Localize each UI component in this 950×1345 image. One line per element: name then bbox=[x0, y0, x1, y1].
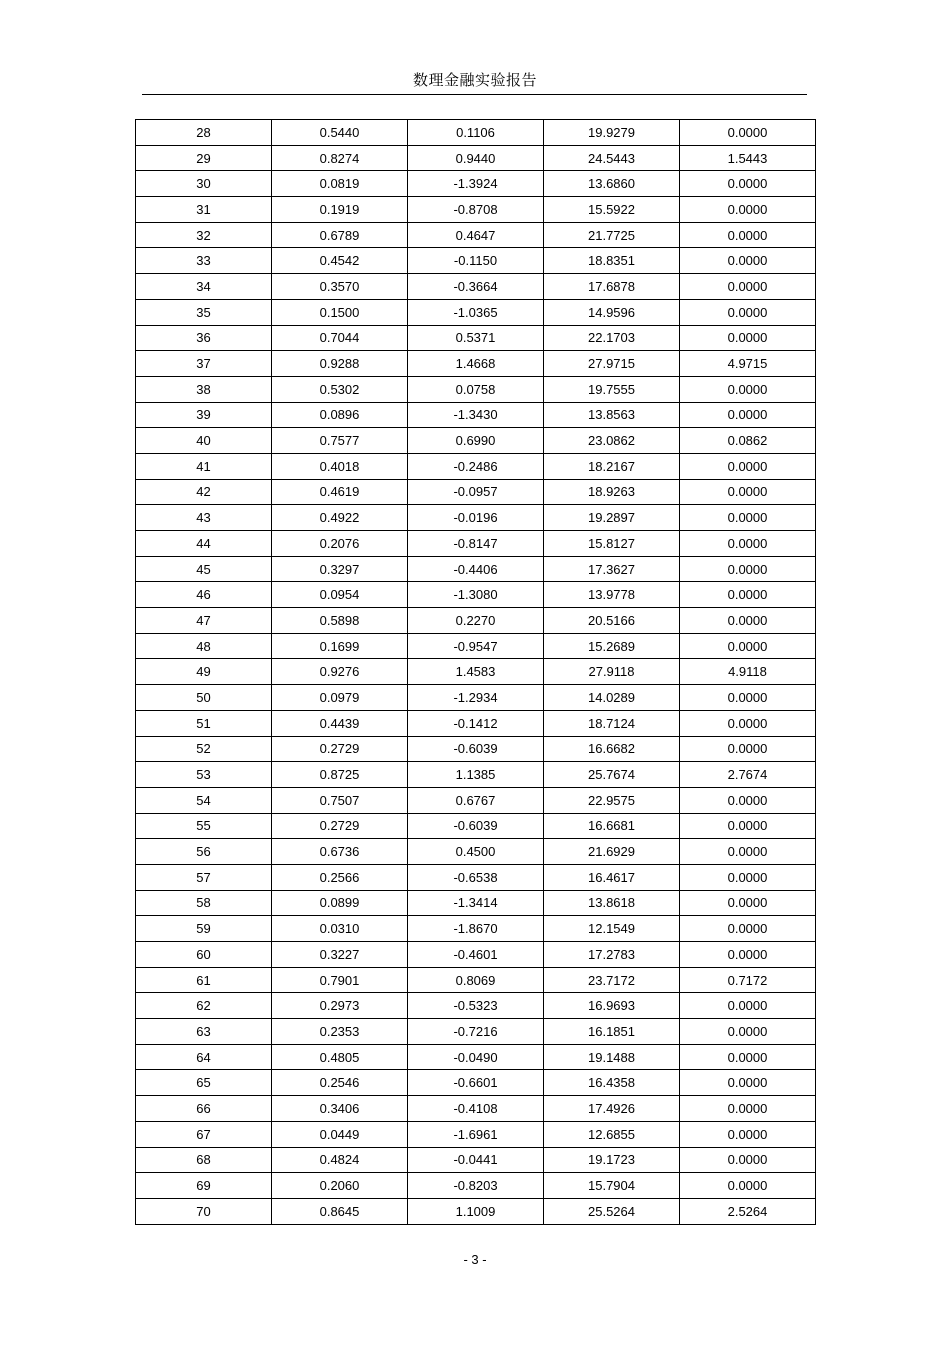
table-cell: 0.1106 bbox=[408, 120, 544, 146]
table-cell: -0.0196 bbox=[408, 505, 544, 531]
table-row bbox=[136, 145, 816, 171]
table-row bbox=[136, 171, 816, 197]
table-cell: 28 bbox=[136, 120, 272, 146]
table-cell: 0.2973 bbox=[272, 993, 408, 1019]
table-cell: 67 bbox=[136, 1121, 272, 1147]
table-cell: 0.0000 bbox=[680, 787, 816, 813]
table-cell: -0.4108 bbox=[408, 1096, 544, 1122]
table-cell: 0.0310 bbox=[272, 916, 408, 942]
table-cell: 2.5264 bbox=[680, 1198, 816, 1224]
table-cell: -0.8203 bbox=[408, 1173, 544, 1199]
table-cell: 31 bbox=[136, 197, 272, 223]
table-cell: 0.0000 bbox=[680, 1121, 816, 1147]
table-cell: 0.0000 bbox=[680, 453, 816, 479]
table-row bbox=[136, 993, 816, 1019]
table-cell: 18.8351 bbox=[544, 248, 680, 274]
table-cell: 30 bbox=[136, 171, 272, 197]
table-row bbox=[136, 274, 816, 300]
table-cell: 0.4439 bbox=[272, 710, 408, 736]
table-cell: 0.0000 bbox=[680, 633, 816, 659]
table-row bbox=[136, 608, 816, 634]
table-cell: 19.9279 bbox=[544, 120, 680, 146]
table-cell: 62 bbox=[136, 993, 272, 1019]
table-cell: 0.5440 bbox=[272, 120, 408, 146]
table-cell: 4.9118 bbox=[680, 659, 816, 685]
table-cell: 64 bbox=[136, 1044, 272, 1070]
table-cell: 19.2897 bbox=[544, 505, 680, 531]
table-cell: 0.5302 bbox=[272, 376, 408, 402]
table-row bbox=[136, 428, 816, 454]
table-cell: 0.0000 bbox=[680, 325, 816, 351]
table-cell: 61 bbox=[136, 967, 272, 993]
table-cell: 0.8274 bbox=[272, 145, 408, 171]
data-table bbox=[135, 119, 816, 1225]
table-cell: -0.8708 bbox=[408, 197, 544, 223]
table-cell: -1.3414 bbox=[408, 890, 544, 916]
table-cell: 57 bbox=[136, 864, 272, 890]
table-cell: 50 bbox=[136, 685, 272, 711]
table-row bbox=[136, 685, 816, 711]
table-cell: 0.7172 bbox=[680, 967, 816, 993]
table-row bbox=[136, 839, 816, 865]
table-row bbox=[136, 633, 816, 659]
table-row bbox=[136, 1070, 816, 1096]
table-row bbox=[136, 299, 816, 325]
table-cell: 0.0000 bbox=[680, 839, 816, 865]
table-cell: 15.7904 bbox=[544, 1173, 680, 1199]
table-cell: 0.0000 bbox=[680, 1173, 816, 1199]
table-cell: -0.0490 bbox=[408, 1044, 544, 1070]
table-cell: -1.0365 bbox=[408, 299, 544, 325]
table-row bbox=[136, 1198, 816, 1224]
table-cell: 12.1549 bbox=[544, 916, 680, 942]
table-row bbox=[136, 325, 816, 351]
table-cell: 0.8069 bbox=[408, 967, 544, 993]
table-cell: 1.1385 bbox=[408, 762, 544, 788]
table-cell: 0.2729 bbox=[272, 813, 408, 839]
table-cell: 0.0000 bbox=[680, 582, 816, 608]
table-cell: 0.0979 bbox=[272, 685, 408, 711]
table-cell: -0.2486 bbox=[408, 453, 544, 479]
table-cell: -0.1150 bbox=[408, 248, 544, 274]
table-cell: 0.0862 bbox=[680, 428, 816, 454]
table-cell: 0.2060 bbox=[272, 1173, 408, 1199]
table-cell: 0.2270 bbox=[408, 608, 544, 634]
table-cell: 27.9118 bbox=[544, 659, 680, 685]
table-cell: 0.0000 bbox=[680, 1070, 816, 1096]
table-cell: 0.0000 bbox=[680, 376, 816, 402]
table-cell: 54 bbox=[136, 787, 272, 813]
table-cell: 13.8563 bbox=[544, 402, 680, 428]
table-cell: 0.5371 bbox=[408, 325, 544, 351]
table-cell: 0.3297 bbox=[272, 556, 408, 582]
table-cell: 0.0000 bbox=[680, 505, 816, 531]
table-cell: 44 bbox=[136, 531, 272, 557]
table-cell: 0.7901 bbox=[272, 967, 408, 993]
table-cell: 0.7577 bbox=[272, 428, 408, 454]
table-cell: 16.4617 bbox=[544, 864, 680, 890]
table-cell: 0.2729 bbox=[272, 736, 408, 762]
table-cell: 0.0000 bbox=[680, 864, 816, 890]
table-cell: 0.0000 bbox=[680, 479, 816, 505]
table-cell: 65 bbox=[136, 1070, 272, 1096]
table-cell: 0.4805 bbox=[272, 1044, 408, 1070]
table-cell: 0.0954 bbox=[272, 582, 408, 608]
table-cell: 0.0000 bbox=[680, 1096, 816, 1122]
table-cell: 69 bbox=[136, 1173, 272, 1199]
table-cell: 0.0000 bbox=[680, 736, 816, 762]
table-cell: 17.3627 bbox=[544, 556, 680, 582]
table-cell: 0.9440 bbox=[408, 145, 544, 171]
page-header-title: 数理金融实验报告 bbox=[412, 71, 537, 89]
table-cell: 13.6860 bbox=[544, 171, 680, 197]
table-cell: 0.8725 bbox=[272, 762, 408, 788]
table-row bbox=[136, 582, 816, 608]
table-cell: 0.0758 bbox=[408, 376, 544, 402]
table-cell: 21.6929 bbox=[544, 839, 680, 865]
table-cell: 0.9288 bbox=[272, 351, 408, 377]
table-cell: 35 bbox=[136, 299, 272, 325]
table-cell: 0.0000 bbox=[680, 608, 816, 634]
table-cell: -0.7216 bbox=[408, 1019, 544, 1045]
table-row bbox=[136, 1019, 816, 1045]
table-cell: 16.6682 bbox=[544, 736, 680, 762]
table-cell: 0.2076 bbox=[272, 531, 408, 557]
table-cell: 0.0000 bbox=[680, 556, 816, 582]
table-cell: -0.5323 bbox=[408, 993, 544, 1019]
table-cell: 38 bbox=[136, 376, 272, 402]
table-cell: -0.4406 bbox=[408, 556, 544, 582]
table-cell: 0.0000 bbox=[680, 1019, 816, 1045]
table-cell: 66 bbox=[136, 1096, 272, 1122]
table-cell: 25.7674 bbox=[544, 762, 680, 788]
table-cell: -0.0441 bbox=[408, 1147, 544, 1173]
table-cell: 0.0000 bbox=[680, 813, 816, 839]
table-cell: 0.0000 bbox=[680, 1044, 816, 1070]
table-cell: 0.3227 bbox=[272, 942, 408, 968]
table-cell: 0.0000 bbox=[680, 942, 816, 968]
table-cell: 18.7124 bbox=[544, 710, 680, 736]
table-cell: -0.8147 bbox=[408, 531, 544, 557]
table-cell: 0.6789 bbox=[272, 222, 408, 248]
table-cell: 0.4922 bbox=[272, 505, 408, 531]
table-cell: 47 bbox=[136, 608, 272, 634]
table-row bbox=[136, 248, 816, 274]
table-cell: 17.6878 bbox=[544, 274, 680, 300]
table-cell: 42 bbox=[136, 479, 272, 505]
table-row bbox=[136, 376, 816, 402]
table-row bbox=[136, 736, 816, 762]
table-cell: 24.5443 bbox=[544, 145, 680, 171]
table-cell: 58 bbox=[136, 890, 272, 916]
table-cell: 16.9693 bbox=[544, 993, 680, 1019]
table-cell: -0.9547 bbox=[408, 633, 544, 659]
table-cell: 19.1723 bbox=[544, 1147, 680, 1173]
page-number: - 3 - bbox=[463, 1252, 487, 1267]
table-cell: -1.3430 bbox=[408, 402, 544, 428]
table-cell: 0.4500 bbox=[408, 839, 544, 865]
table-row bbox=[136, 942, 816, 968]
table-cell: 40 bbox=[136, 428, 272, 454]
table-row bbox=[136, 505, 816, 531]
table-cell: 0.7044 bbox=[272, 325, 408, 351]
table-cell: 17.2783 bbox=[544, 942, 680, 968]
table-cell: 1.1009 bbox=[408, 1198, 544, 1224]
table-cell: 39 bbox=[136, 402, 272, 428]
table-cell: 12.6855 bbox=[544, 1121, 680, 1147]
table-cell: 0.0896 bbox=[272, 402, 408, 428]
table-row bbox=[136, 762, 816, 788]
table-cell: 34 bbox=[136, 274, 272, 300]
table-cell: 18.9263 bbox=[544, 479, 680, 505]
table-cell: 46 bbox=[136, 582, 272, 608]
table-cell: 0.4824 bbox=[272, 1147, 408, 1173]
table-cell: 19.7555 bbox=[544, 376, 680, 402]
table-row bbox=[136, 813, 816, 839]
table-row bbox=[136, 351, 816, 377]
table-cell: 0.9276 bbox=[272, 659, 408, 685]
table-body bbox=[136, 120, 816, 1225]
table-cell: 0.0000 bbox=[680, 197, 816, 223]
table-cell: 18.2167 bbox=[544, 453, 680, 479]
table-cell: 0.0000 bbox=[680, 531, 816, 557]
table-cell: -0.0957 bbox=[408, 479, 544, 505]
table-cell: 0.0899 bbox=[272, 890, 408, 916]
table-cell: 0.7507 bbox=[272, 787, 408, 813]
table-row bbox=[136, 787, 816, 813]
table-row bbox=[136, 916, 816, 942]
table-cell: 32 bbox=[136, 222, 272, 248]
table-cell: 22.9575 bbox=[544, 787, 680, 813]
table-cell: 0.4619 bbox=[272, 479, 408, 505]
table-cell: 68 bbox=[136, 1147, 272, 1173]
table-row bbox=[136, 1121, 816, 1147]
table-row bbox=[136, 890, 816, 916]
table-row bbox=[136, 556, 816, 582]
table-cell: 0.8645 bbox=[272, 1198, 408, 1224]
header-divider bbox=[142, 94, 807, 95]
table-cell: 60 bbox=[136, 942, 272, 968]
table-cell: 16.4358 bbox=[544, 1070, 680, 1096]
table-row bbox=[136, 710, 816, 736]
table-cell: 0.2546 bbox=[272, 1070, 408, 1096]
table-cell: 59 bbox=[136, 916, 272, 942]
table-cell: -1.8670 bbox=[408, 916, 544, 942]
table-cell: 19.1488 bbox=[544, 1044, 680, 1070]
table-cell: 37 bbox=[136, 351, 272, 377]
table-cell: 0.0000 bbox=[680, 993, 816, 1019]
table-cell: 1.4583 bbox=[408, 659, 544, 685]
table-cell: 1.4668 bbox=[408, 351, 544, 377]
table-cell: 14.0289 bbox=[544, 685, 680, 711]
table-row bbox=[136, 197, 816, 223]
table-cell: 0.0449 bbox=[272, 1121, 408, 1147]
table-cell: 51 bbox=[136, 710, 272, 736]
table-cell: 55 bbox=[136, 813, 272, 839]
table-row bbox=[136, 864, 816, 890]
table-row bbox=[136, 120, 816, 146]
table-cell: 0.0000 bbox=[680, 916, 816, 942]
table-cell: 25.5264 bbox=[544, 1198, 680, 1224]
table-cell: 0.0000 bbox=[680, 1147, 816, 1173]
table-cell: -1.6961 bbox=[408, 1121, 544, 1147]
table-cell: 41 bbox=[136, 453, 272, 479]
table-cell: 53 bbox=[136, 762, 272, 788]
table-cell: 0.0000 bbox=[680, 222, 816, 248]
table-cell: 0.4542 bbox=[272, 248, 408, 274]
table-cell: 13.8618 bbox=[544, 890, 680, 916]
table-cell: -1.3924 bbox=[408, 171, 544, 197]
table-cell: 15.5922 bbox=[544, 197, 680, 223]
table-cell: 0.0000 bbox=[680, 274, 816, 300]
table-cell: 0.0000 bbox=[680, 248, 816, 274]
table-cell: 0.1919 bbox=[272, 197, 408, 223]
table-cell: 13.9778 bbox=[544, 582, 680, 608]
table-cell: 45 bbox=[136, 556, 272, 582]
table-cell: -1.3080 bbox=[408, 582, 544, 608]
table-cell: -0.6601 bbox=[408, 1070, 544, 1096]
table-cell: 14.9596 bbox=[544, 299, 680, 325]
table-cell: 21.7725 bbox=[544, 222, 680, 248]
table-row bbox=[136, 479, 816, 505]
table-cell: 48 bbox=[136, 633, 272, 659]
table-cell: 27.9715 bbox=[544, 351, 680, 377]
table-cell: -0.4601 bbox=[408, 942, 544, 968]
table-cell: 2.7674 bbox=[680, 762, 816, 788]
table-row bbox=[136, 531, 816, 557]
table-cell: 0.3406 bbox=[272, 1096, 408, 1122]
table-cell: 33 bbox=[136, 248, 272, 274]
table-cell: 0.0000 bbox=[680, 685, 816, 711]
table-cell: 0.0000 bbox=[680, 299, 816, 325]
table-row bbox=[136, 659, 816, 685]
table-cell: 36 bbox=[136, 325, 272, 351]
table-cell: 0.2353 bbox=[272, 1019, 408, 1045]
table-cell: 0.6736 bbox=[272, 839, 408, 865]
table-cell: 0.0000 bbox=[680, 710, 816, 736]
table-cell: 0.0000 bbox=[680, 890, 816, 916]
table-cell: 16.6681 bbox=[544, 813, 680, 839]
table-cell: 23.0862 bbox=[544, 428, 680, 454]
table-row bbox=[136, 1147, 816, 1173]
table-cell: 43 bbox=[136, 505, 272, 531]
table-cell: 0.0819 bbox=[272, 171, 408, 197]
table-cell: 0.6767 bbox=[408, 787, 544, 813]
table-cell: 4.9715 bbox=[680, 351, 816, 377]
table-cell: 1.5443 bbox=[680, 145, 816, 171]
table-cell: 0.6990 bbox=[408, 428, 544, 454]
table-cell: 0.0000 bbox=[680, 171, 816, 197]
table-cell: 20.5166 bbox=[544, 608, 680, 634]
table-cell: 70 bbox=[136, 1198, 272, 1224]
table-cell: 52 bbox=[136, 736, 272, 762]
table-cell: 0.4647 bbox=[408, 222, 544, 248]
table-cell: 17.4926 bbox=[544, 1096, 680, 1122]
table-cell: 0.0000 bbox=[680, 402, 816, 428]
table-cell: 0.2566 bbox=[272, 864, 408, 890]
table-cell: -0.3664 bbox=[408, 274, 544, 300]
table-cell: 63 bbox=[136, 1019, 272, 1045]
table-cell: 29 bbox=[136, 145, 272, 171]
table-cell: 22.1703 bbox=[544, 325, 680, 351]
table-row bbox=[136, 402, 816, 428]
table-row bbox=[136, 222, 816, 248]
table-cell: -0.1412 bbox=[408, 710, 544, 736]
table-cell: 0.4018 bbox=[272, 453, 408, 479]
table-cell: -1.2934 bbox=[408, 685, 544, 711]
table-cell: 0.3570 bbox=[272, 274, 408, 300]
table-cell: 0.5898 bbox=[272, 608, 408, 634]
table-cell: 0.1699 bbox=[272, 633, 408, 659]
table-cell: 15.8127 bbox=[544, 531, 680, 557]
table-cell: 49 bbox=[136, 659, 272, 685]
table-cell: 16.1851 bbox=[544, 1019, 680, 1045]
table-row bbox=[136, 1096, 816, 1122]
table-row bbox=[136, 967, 816, 993]
table-row bbox=[136, 1173, 816, 1199]
table-row bbox=[136, 1044, 816, 1070]
table-cell: -0.6039 bbox=[408, 813, 544, 839]
table-cell: 23.7172 bbox=[544, 967, 680, 993]
table-cell: 56 bbox=[136, 839, 272, 865]
table-cell: 0.1500 bbox=[272, 299, 408, 325]
table-row bbox=[136, 453, 816, 479]
table-cell: -0.6039 bbox=[408, 736, 544, 762]
table-cell: 0.0000 bbox=[680, 120, 816, 146]
table-cell: 15.2689 bbox=[544, 633, 680, 659]
table-cell: -0.6538 bbox=[408, 864, 544, 890]
